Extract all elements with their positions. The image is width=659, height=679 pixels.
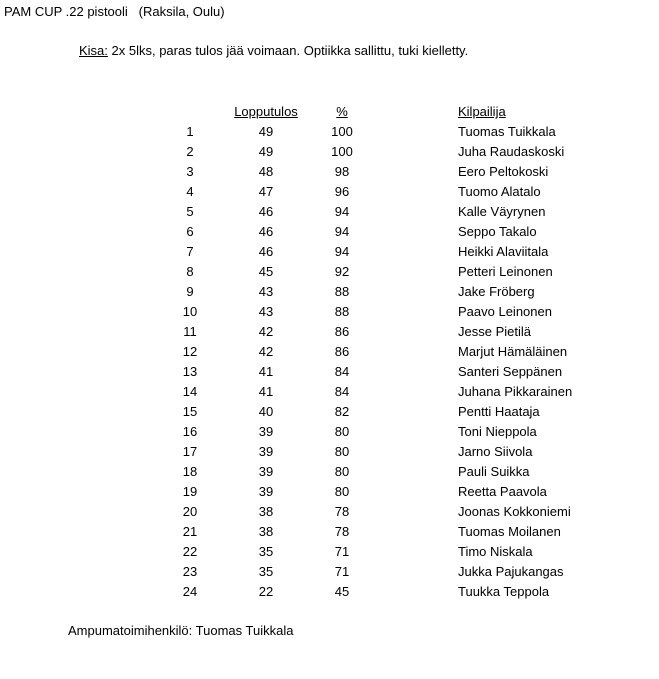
percent-cell: 84 (334, 364, 350, 379)
competitor-cell: Heikki Alaviitala (458, 244, 549, 259)
rank-cell: 12 (182, 344, 198, 359)
competitor-cell: Jake Fröberg (458, 284, 535, 299)
rank-cell: 13 (182, 364, 198, 379)
score-cell: 43 (258, 304, 274, 319)
competitor-cell: Jesse Pietilä (458, 324, 531, 339)
percent-cell: 86 (334, 344, 350, 359)
competitor-cell: Pentti Haataja (458, 404, 540, 419)
competitor-cell: Jarno Siivola (458, 444, 533, 459)
rank-cell: 3 (186, 164, 194, 179)
table-row (0, 542, 659, 562)
table-row (0, 522, 659, 542)
rank-cell: 6 (186, 224, 194, 239)
percent-cell: 96 (334, 184, 350, 199)
rank-cell: 7 (186, 244, 194, 259)
percent-cell: 94 (334, 224, 350, 239)
score-cell: 38 (258, 504, 274, 519)
rank-cell: 18 (182, 464, 198, 479)
competitor-cell: Tuomas Tuikkala (458, 124, 556, 139)
score-cell: 49 (258, 124, 274, 139)
competitor-cell: Juha Raudaskoski (458, 144, 565, 159)
percent-cell: 98 (334, 164, 350, 179)
percent-cell: 86 (334, 324, 350, 339)
results-header-row (0, 102, 659, 122)
score-cell: 35 (258, 564, 274, 579)
rank-cell: 21 (182, 524, 198, 539)
score-cell: 41 (258, 364, 274, 379)
header-score: Lopputulos (234, 104, 298, 119)
table-row (0, 462, 659, 482)
percent-cell: 94 (334, 244, 350, 259)
score-cell: 39 (258, 444, 274, 459)
table-row (0, 322, 659, 342)
rank-cell: 10 (182, 304, 198, 319)
score-cell: 42 (258, 324, 274, 339)
rank-cell: 5 (186, 204, 194, 219)
competitor-cell: Tuomas Moilanen (458, 524, 561, 539)
percent-cell: 71 (334, 544, 350, 559)
table-row (0, 282, 659, 302)
table-row (0, 562, 659, 582)
rank-cell: 15 (182, 404, 198, 419)
competitor-cell: Marjut Hämäläinen (458, 344, 568, 359)
score-cell: 47 (258, 184, 274, 199)
rank-cell: 2 (186, 144, 194, 159)
percent-cell: 80 (334, 464, 350, 479)
competitor-cell: Toni Nieppola (458, 424, 537, 439)
table-row (0, 122, 659, 142)
competitor-cell: Seppo Takalo (458, 224, 537, 239)
percent-cell: 80 (334, 484, 350, 499)
table-row (0, 202, 659, 222)
rank-cell: 9 (186, 284, 194, 299)
table-row (0, 342, 659, 362)
results-rows (0, 122, 659, 602)
competitor-cell: Kalle Väyrynen (458, 204, 546, 219)
percent-cell: 100 (331, 144, 353, 159)
percent-cell: 88 (334, 284, 350, 299)
score-cell: 49 (258, 144, 274, 159)
percent-cell: 94 (334, 204, 350, 219)
table-row (0, 482, 659, 502)
table-row (0, 182, 659, 202)
document-title: PAM CUP .22 pistooli (Raksila, Oulu) (4, 4, 225, 19)
competitor-cell: Timo Niskala (458, 544, 533, 559)
competitor-cell: Joonas Kokkoniemi (458, 504, 571, 519)
percent-cell: 92 (334, 264, 350, 279)
score-cell: 40 (258, 404, 274, 419)
competitor-cell: Jukka Pajukangas (458, 564, 564, 579)
competition-rules (79, 43, 468, 58)
results-table (0, 102, 659, 602)
table-row (0, 262, 659, 282)
rules-text: 2x 5lks, paras tulos jää voimaan. Optiikka sallittu, tuki kielletty. (107, 43, 469, 58)
rank-cell: 20 (182, 504, 198, 519)
competitor-cell: Tuukka Teppola (458, 584, 550, 599)
percent-cell: 88 (334, 304, 350, 319)
rules-label: Kisa: (79, 43, 108, 58)
score-cell: 42 (258, 344, 274, 359)
rank-cell: 17 (182, 444, 198, 459)
table-row (0, 582, 659, 602)
score-cell: 38 (258, 524, 274, 539)
percent-cell: 80 (334, 424, 350, 439)
table-row (0, 222, 659, 242)
score-cell: 46 (258, 244, 274, 259)
score-cell: 43 (258, 284, 274, 299)
rank-cell: 16 (182, 424, 198, 439)
rank-cell: 22 (182, 544, 198, 559)
score-cell: 48 (258, 164, 274, 179)
rank-cell: 14 (182, 384, 198, 399)
competitor-cell: Santeri Seppänen (458, 364, 563, 379)
competitor-cell: Eero Peltokoski (458, 164, 549, 179)
percent-cell: 84 (334, 384, 350, 399)
percent-cell: 82 (334, 404, 350, 419)
competitor-cell: Tuomo Alatalo (458, 184, 541, 199)
table-row (0, 502, 659, 522)
rank-cell: 23 (182, 564, 198, 579)
score-cell: 46 (258, 224, 274, 239)
table-row (0, 162, 659, 182)
percent-cell: 78 (334, 504, 350, 519)
score-cell: 39 (258, 484, 274, 499)
table-row (0, 382, 659, 402)
score-cell: 41 (258, 384, 274, 399)
table-row (0, 142, 659, 162)
percent-cell: 45 (334, 584, 350, 599)
score-cell: 46 (258, 204, 274, 219)
score-cell: 35 (258, 544, 274, 559)
score-cell: 39 (258, 464, 274, 479)
header-competitor: Kilpailija (458, 104, 506, 119)
table-row (0, 402, 659, 422)
score-cell: 39 (258, 424, 274, 439)
rank-cell: 19 (182, 484, 198, 499)
table-row (0, 302, 659, 322)
header-percent: % (336, 104, 348, 119)
table-row (0, 442, 659, 462)
rank-cell: 11 (183, 324, 197, 339)
percent-cell: 80 (334, 444, 350, 459)
rank-cell: 4 (186, 184, 194, 199)
percent-cell: 71 (334, 564, 350, 579)
competitor-cell: Paavo Leinonen (458, 304, 552, 319)
percent-cell: 100 (331, 124, 353, 139)
rank-cell: 1 (186, 124, 194, 139)
competitor-cell: Reetta Paavola (458, 484, 547, 499)
score-cell: 22 (258, 584, 274, 599)
table-row (0, 422, 659, 442)
competitor-cell: Juhana Pikkarainen (458, 384, 573, 399)
table-row (0, 362, 659, 382)
rank-cell: 8 (186, 264, 194, 279)
rank-cell: 24 (182, 584, 198, 599)
percent-cell: 78 (334, 524, 350, 539)
score-cell: 45 (258, 264, 274, 279)
range-officer: Ampumatoimihenkilö: Tuomas Tuikkala (68, 623, 294, 638)
competitor-cell: Pauli Suikka (458, 464, 530, 479)
table-row (0, 242, 659, 262)
competitor-cell: Petteri Leinonen (458, 264, 553, 279)
